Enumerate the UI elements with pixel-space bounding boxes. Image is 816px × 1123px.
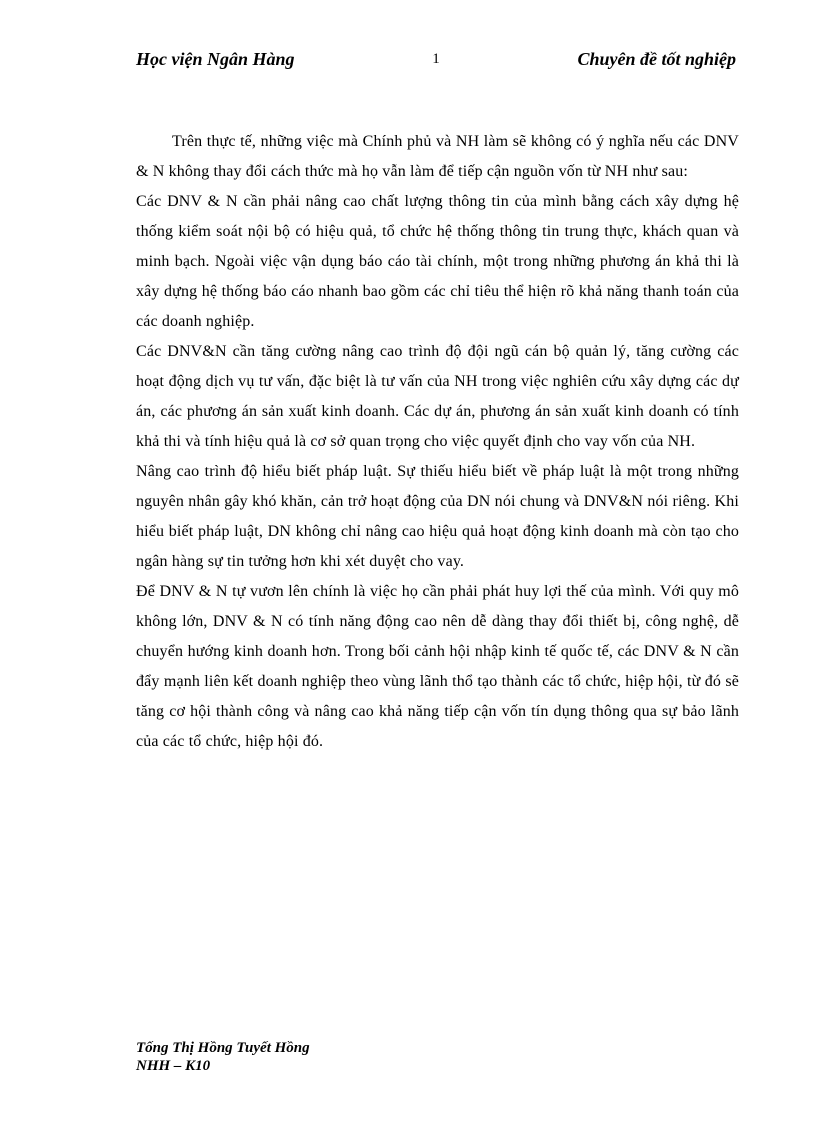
paragraph-self-development: Để DNV & N tự vươn lên chính là việc họ cần phải phát huy lợi thế của mình. Với quy mô không lớn, DNV & N có tính năng động cao nên dễ dàng thay đổi thiết bị, công nghệ, dễ chuyển hướng kinh doanh hơn. Trong bối cảnh hội nhập kinh tế quốc tế, các DNV & N cần đẩy mạnh liên kết doanh nghiệp theo vùng lãnh thổ tạo thành các tổ chức, hiệp hội, từ đó sẽ tăng cơ hội thành công và nâng cao khả năng tiếp cận vốn tín dụng thông qua sự bảo lãnh của các tổ chức, hiệp hội đó. [136,583,739,750]
paragraph-legal-knowledge: Nâng cao trình độ hiểu biết pháp luật. Sự thiếu hiểu biết về pháp luật là một trong những nguyên nhân gây khó khăn, cản trở hoạt động của DN nói chung và DNV&N nói riêng. Khi hiểu biết pháp luật, DN không chỉ nâng cao hiệu quả hoạt động kinh doanh mà còn tạo cho ngân hàng sự tin tưởng hơn khi xét duyệt cho vay. [136,463,739,570]
paragraph-management-training: Các DNV&N cần tăng cường nâng cao trình độ đội ngũ cán bộ quản lý, tăng cường các hoạt động dịch vụ tư vấn, đặc biệt là tư vấn của NH trong việc nghiên cứu xây dựng các dự án, các phương án sản xuất kinh doanh. Các dự án, phương án sản xuất kinh doanh có tính khả thi và tính hiệu quả là cơ sở quan trọng cho việc quyết định cho vay vốn của NH. [136,343,739,450]
header-document-type: Chuyên đề tốt nghiệp [577,49,736,69]
footer-class: NHH – K10 [136,1058,211,1074]
document-body [136,127,739,757]
footer-author: Tống Thị Hồng Tuyết Hồng [136,1040,310,1056]
page-footer [136,1039,310,1075]
paragraph-information-quality: Các DNV & N cần phải nâng cao chất lượng thông tin của mình bằng cách xây dựng hệ thống kiểm soát nội bộ có hiệu quả, tổ chức hệ thống thông tin trung thực, khách quan và minh bạch. Ngoài việc vận dụng báo cáo tài chính, một trong những phương án khả thi là xây dựng hệ thống báo cáo nhanh bao gồm các chỉ tiêu thể hiện rõ khả năng thanh toán của các doanh nghiệp. [136,193,739,330]
page-number: 1 [432,51,440,67]
page-header [136,49,736,73]
paragraph-intro: Trên thực tế, những việc mà Chính phủ và NH làm sẽ không có ý nghĩa nếu các DNV & N không thay đổi cách thức mà họ vẫn làm để tiếp cận nguồn vốn từ NH như sau: [136,133,739,180]
header-institution: Học viện Ngân Hàng [136,49,295,69]
